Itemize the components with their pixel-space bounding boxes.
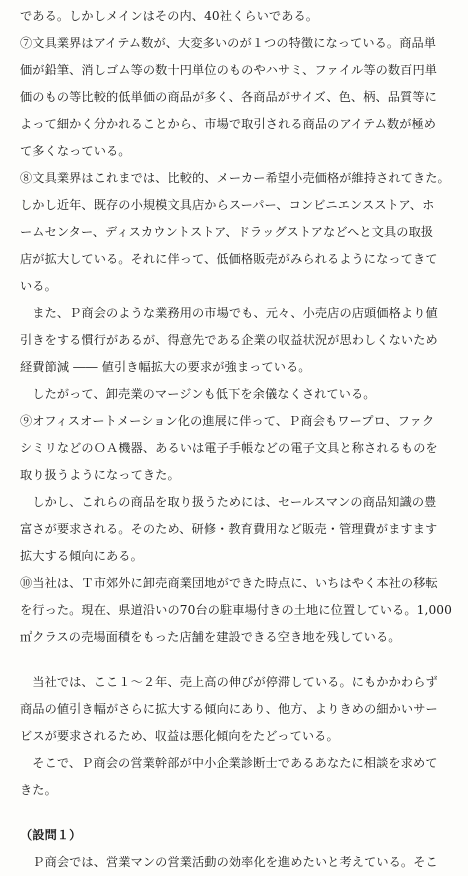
text-line: 商品の値引き幅がさらに拡大する傾向にあり、他方、よりきめの細かいサー <box>20 702 438 716</box>
text-line: ⑩当社は、Ｔ市郊外に卸売商業団地ができた時点に、いちはやく本社の移転 <box>20 576 438 590</box>
text-line: よって細かく分かれることから、市場で取引される商品のアイテム数が極め <box>20 117 437 131</box>
text-line: 取り扱うようになってきた。 <box>20 468 180 482</box>
paragraph <box>20 381 456 408</box>
question-heading: （設問１） <box>20 828 82 842</box>
text-line: 経費節減 ―― 値引き幅拡大の要求が強まっている。 <box>20 360 311 374</box>
document-body <box>20 3 456 876</box>
section-spacer <box>20 651 456 669</box>
paragraph <box>20 750 456 804</box>
text-line: 引きをする慣行があるが、得意先である企業の収益状況が思わしくないため <box>20 333 438 347</box>
text-line: したがって、卸売業のマージンも低下を余儀なくされている。 <box>20 387 376 401</box>
text-line: ⑧文具業界はこれまでは、比較的、メーカー希望小売価格が維持されてきた。 <box>20 171 450 185</box>
text-line: 富さが要求される。そのため、研修・教育費用など販売・管理費がますます <box>20 522 438 536</box>
text-line: しかし、これらの商品を取り扱うためには、セールスマンの商品知識の豊 <box>20 495 437 509</box>
summary-paragraph <box>20 669 456 750</box>
text-line: 拡大する傾向にある。 <box>20 549 143 563</box>
text-line: 価のもの等比較的低単価の商品が多く、各商品がサイズ、色、柄、品質等に <box>20 90 437 104</box>
text-line: である。しかしメインはその内、40社くらいである。 <box>20 9 319 23</box>
text-line: ⑨オフィスオートメーション化の進展に伴って、Ｐ商会もワープロ、ファク <box>20 414 435 428</box>
item-7-paragraph <box>20 30 456 165</box>
text-line: いる。 <box>20 279 57 293</box>
text-line: そこで、Ｐ商会の営業幹部が中小企業診断士であるあなたに相談を求めて <box>20 756 438 770</box>
text-line: また、Ｐ商会のような業務用の市場でも、元々、小売店の店頭価格より値 <box>20 306 438 320</box>
paragraph <box>20 489 456 570</box>
paragraph <box>20 300 456 381</box>
item-9-paragraph <box>20 408 456 489</box>
text-line: きた。 <box>20 783 57 797</box>
text-line: ームセンター、ディスカウントストア、ドラッグストアなどへと文具の取扱 <box>20 225 434 239</box>
text-line: て多くなっている。 <box>20 144 131 158</box>
text-line: しかし近年、既存の小規模文具店からスーパー、コンビニエンスストア、ホ <box>20 198 435 212</box>
text-line: ㎡クラスの売場面積をもった店舗を建設できる空き地を残している。 <box>20 630 401 644</box>
item-8-paragraph <box>20 165 456 300</box>
paragraph <box>20 3 456 30</box>
text-line: 当社では、ここ１～２年、売上高の伸びが停滞している。にもかかわらず <box>20 675 438 689</box>
text-line: を行った。現在、県道沿いの70台の駐車場付きの土地に位置している。1,000 <box>20 603 453 617</box>
question-text-line: Ｐ商会では、営業マンの営業活動の効率化を進めたいと考えている。そこ <box>20 855 438 869</box>
text-line: ⑦文具業界はアイテム数が、大変多いのが１つの特徴になっている。商品単 <box>20 36 437 50</box>
text-line: ビスが要求されるため、収益は悪化傾向をたどっている。 <box>20 729 339 743</box>
section-spacer <box>20 804 456 822</box>
text-line: 店が拡大している。それに伴って、低価格販売がみられるようになってきて <box>20 252 438 266</box>
text-line: シミリなどのＯＡ機器、あるいは電子手帳などの電子文具と称されるものを <box>20 441 438 455</box>
item-10-paragraph <box>20 570 456 651</box>
text-line: 価が鉛筆、消しゴム等の数十円単位のものやハサミ、ファイル等の数百円単 <box>20 63 438 77</box>
